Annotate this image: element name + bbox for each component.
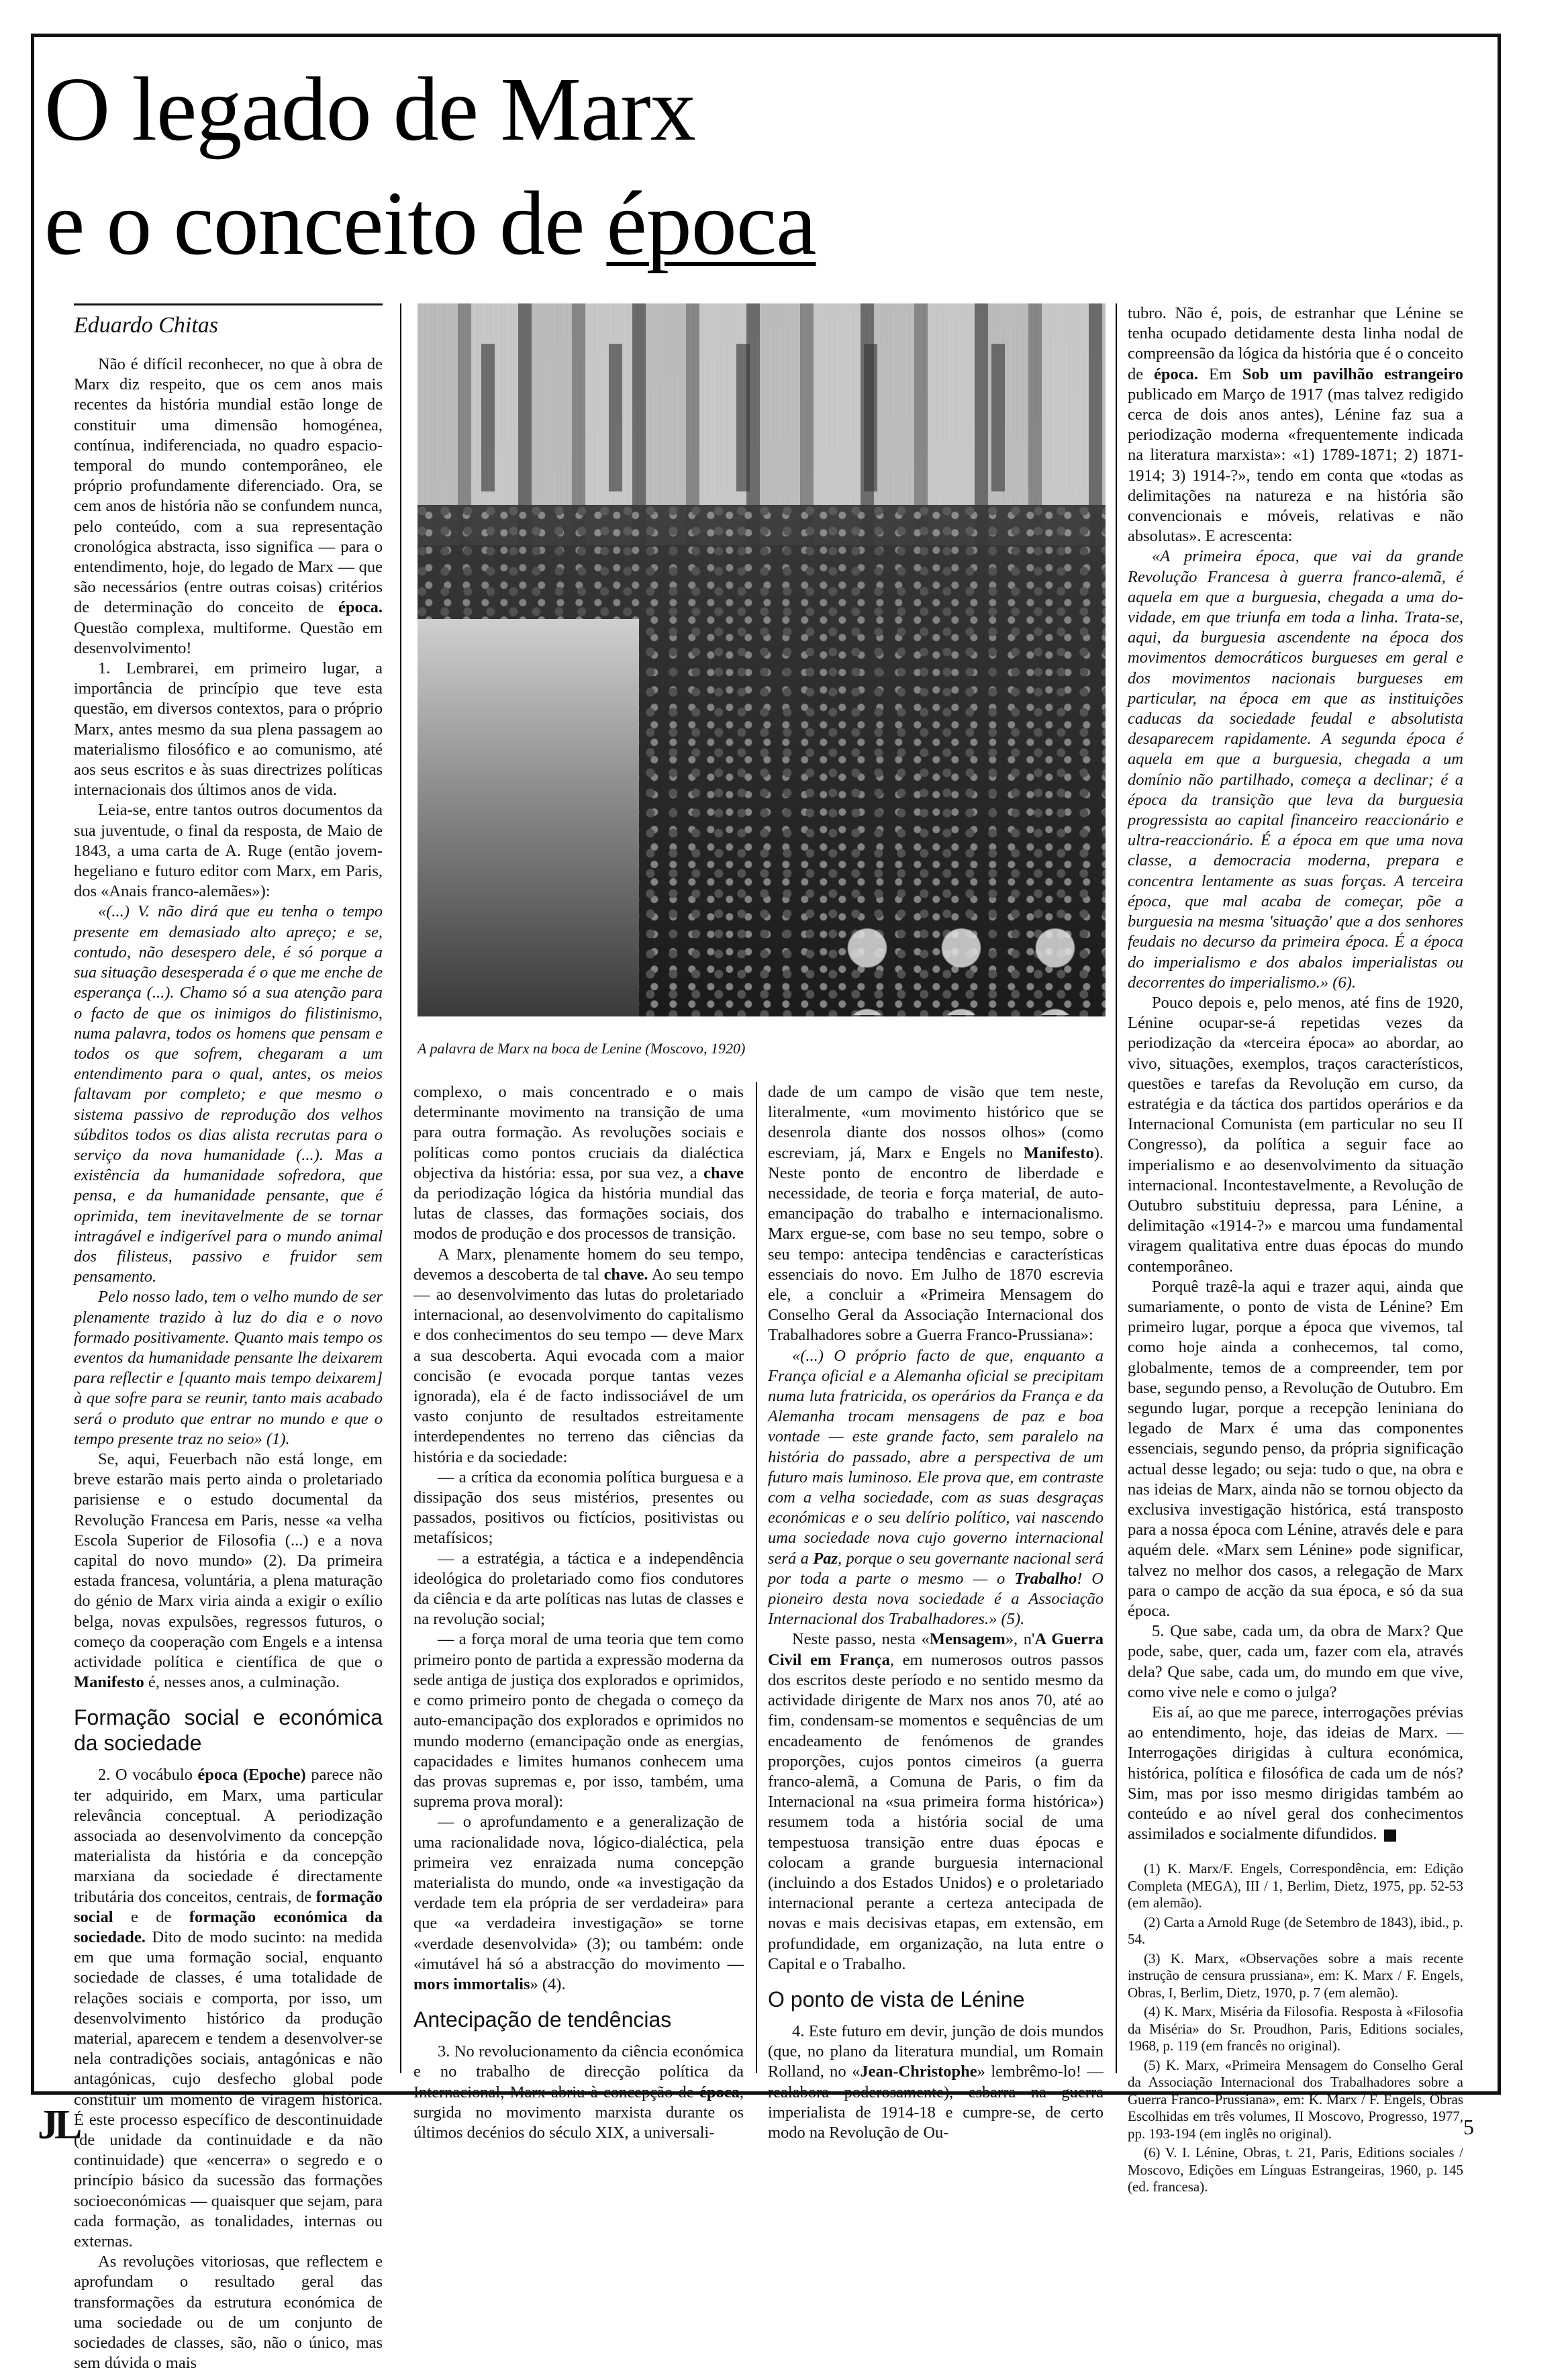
c1-p4: Se, aqui, Feuerbach não está longe, em breve estarão mais perto ainda o proletariado parisiense e o estudo documental da Revolução Francesa em Paris, nesse «a velha Escola Superior de Filosofia (...) e a nova capital do novo mundo» (2). Da primeira estada francesa, voluntária, a plena maturação do génio de Marx viria ainda a exigir o exílio belga, novas expulsões, regressos futuros, o começo da cooperação com Engels e a intensa actividade política e científica de que o bbox=[74, 1450, 383, 1671]
c2-p3-bold: época bbox=[699, 2083, 740, 2101]
c1-p5: parece não ter adquirido, em Marx, uma particular relevância conceptual. A periodização associada ao desenvolvimento da concepção materialista da história e da concepção marxiana da sociedade é directamente tributária dos conceitos, centrais, de bbox=[74, 1766, 383, 1906]
c4-p1-mid: Em bbox=[1198, 365, 1242, 383]
publication-logo: JL bbox=[38, 2102, 79, 2148]
c1-p5-start: 2. O vocábulo bbox=[98, 1766, 198, 1785]
c1-p5-bold2: formação social bbox=[74, 1887, 383, 1926]
column-4 bbox=[1128, 303, 1463, 2198]
c2-list-4-bold: mors immortalis bbox=[413, 1975, 530, 1993]
headline-line-1: O legado de Marx bbox=[44, 59, 695, 160]
photo-hats bbox=[820, 908, 1102, 1015]
c3-quote-mid: , porque o seu governante nacional será por toda a parte o mesmo — o bbox=[768, 1549, 1104, 1588]
c4-quote: «A primeira época, que vai da grande Revolução Francesa à guerra franco-alemã, é aquela em que a burguesia, chegada a uma do-vidade, em que triunfa em toda a linha. Trata-se, aqui, da burguesia ascendente na época dos movimentos democráticos burgueses em geral e dos movimentos nacionais burgueses em particular, na época em que as instituições caducas da sociedade feudal e absolutista desaparecem rapidamente. A segunda época é aquela em que a burguesia, chegada a um domínio não partilhado, começa a declinar; é a época da transição que leva da burguesia progressista ao capital financeiro reaccionário e ultra-reaccionário. É a época em que uma nova classe, a democracia moderna, prepara e concentra lentamente as suas forças. A terceira época, que mal acaba de começar, põe a burguesia na mesma 'situação' que a dos senhores feudais no decurso da primeira época. É a época do imperialismo e dos abalos imperialistas ou decorrentes do imperialismo.» (6). bbox=[1128, 547, 1463, 992]
c4-p1-bold: época. bbox=[1154, 365, 1199, 383]
c1-p1-end: Questão complexa, multiforme. Questão em desenvolvimento! bbox=[74, 618, 383, 657]
c2-list-2: — a estratégia, a táctica e a independência ideológica do proletariado como fios condutores da ciência e da arte políticas nas lutas de classes e na revolução social; bbox=[413, 1549, 744, 1629]
column-divider-1 bbox=[400, 303, 401, 2073]
c2-p2: A Marx, plenamente homem do seu tempo, devemos a descoberta de tal bbox=[413, 1245, 744, 1284]
c4-p1-bold2: Sob um pavilhão estrangeiro bbox=[1242, 365, 1463, 383]
c1-quote-1: «(...) V. não dirá que eu tenha o tempo presente em demasiado alto apreço; e se, contudo, não desespero dele, é só porque a sua situação desesperada é o que me enche de esperança (...). Chamo só a sua atenção para o facto de que os inimigos do filistinismo, numa palavra, todos os homens que pensam e todos os que sofrem, chegaram a um entendimento para o qual, antes, os meios faltavam por completo; e que mesmo o sistema passivo de reprodução dos velhos súbditos todos os dias alista recrutas para o serviço da nova humanidade (...). Mas a existência da humanidade sofredora, que pensa, e da humanidade pensante, que é oprimida, tem inevitavelmente de se tornar intragável e indigerível para o mundo animal dos filisteus, passivo e fruidor sem pensamento. bbox=[74, 902, 383, 1286]
c2-p1-end: da periodização lógica da história mundial das lutas de classes, das formações sociais, dos modos de produção e dos processos de transição. bbox=[413, 1184, 744, 1243]
c4-p2: Pouco depois e, pelo menos, até fins de 1920, Lénine ocupar-se-á repetidas vezes da periodização da «terceira época» ao abordar, ao vivo, situações, exemplos, traços característicos, questões e tarefas da Revolução em curso, da estratégia e da táctica dos partidos operários e da Internacional Comunista (em particular no seu II Congresso), da política a seguir face ao imperialismo e ao desenvolvimento da situação internacional. Incontestavelmente, a Revolução de Outubro substituiu depressa, para Lénine, a delimitação «1914-?» e marcou uma fundamental viragem qualitativa entre duas épocas do mundo contemporâneo. bbox=[1128, 993, 1463, 1276]
c1-subhead: Formação social e económica da sociedade bbox=[74, 1705, 383, 1756]
c1-quote-2: Pelo nosso lado, tem o velho mundo de ser plenamente trazido à luz do dia e o novo formado positivamente. Quanto mais tempo os eventos da humanidade pensante lhe deixarem para reflectir e [quanto mais tempo deixarem] à que sofre para se reunir, tanto mais acabado será o produto que entrar no mundo e que o tempo presente traz no seio» (1). bbox=[74, 1288, 383, 1448]
c3-p1-end: ). Neste ponto de encontro de liberdade e necessidade, de teoria e força material, de auto-emancipação do trabalho e internacionalismo. Marx ergue-se, com base no seu tempo, sobre o seu tempo: antecipa tendências e características essenciais do novo. Em Julho de 1870 escrevia ele, a concluir a «Primeira Mensagem do Conselho Geral da Associação Internacional dos Trabalhadores sobre a Guerra Franco-Prussiana»: bbox=[768, 1143, 1104, 1345]
photo-podium bbox=[418, 619, 639, 1016]
c3-p3-end: » lembrêmo-lo! — realabora poderosamente), esbarra na guerra imperialista de 1914-18 e cumpre-se, de certo modo na Revolução de Ou- bbox=[768, 2062, 1104, 2142]
c3-quote: «(...) O próprio facto de que, enquanto a França oficial e a Alemanha oficial se precipitam numa luta fratricida, os operários da França e da Alemanha trocam mensagens de paz e boa vontade — este grande facto, sem paralelo na história do passado, abre a perspectiva de um futuro mais luminoso. Ele prova que, em contraste com a velha sociedade, com as suas desgraças económicas e o seu delírio político, vai nascendo uma sociedade nova cujo governo internacional será a bbox=[768, 1346, 1104, 1568]
footnote-5: (5) K. Marx, «Primeira Mensagem do Conselho Geral da Associação Internacional dos Trabalhadores sobre a Guerra Franco-Prussiana», em: K. Marx / F. Engels, Obras Escolhidas em três volumes, II Moscovo, Progresso, 1977, pp. 193-194 (em inglês no original). bbox=[1128, 2056, 1463, 2142]
c4-p1-end: publicado em Março de 1917 (mas talvez redigido cerca de dois anos antes), Lénine faz sua a periodização moderna «frequentemente indicada na literatura marxista»: «1) 1789-1871; 2) 1871-1914; 3) 1914-?», tendo em conta que «todas as delimitações na natureza e na história são convencionais e móveis, relativas e não absolutas». E acrescenta: bbox=[1128, 385, 1463, 546]
c3-p3: 4. Este futuro em devir, junção de dois mundos (que, no plano da literatura mundial, um Romain Rolland, no « bbox=[768, 2022, 1104, 2081]
photo-lenine-moscow bbox=[418, 303, 1106, 1016]
c2-list-1: — a crítica da economia política burguesa e a dissipação dos seus mistérios, presentes ou passados, positivos ou fictícios, positivistas ou metafísicos; bbox=[413, 1468, 744, 1548]
c3-quote-bold2: Trabalho bbox=[1014, 1569, 1077, 1588]
c2-p1-bold: chave bbox=[703, 1164, 744, 1182]
column-divider-2 bbox=[756, 1082, 757, 2073]
column-2 bbox=[413, 1082, 744, 2143]
c3-quote-bold: Paz bbox=[813, 1549, 838, 1568]
c1-p4-bold: Manifesto bbox=[74, 1673, 144, 1692]
c2-p2-end: Ao seu tempo — ao desenvolvimento das lutas do proletariado internacional, ao desenvolvimento do capitalismo e dos conhecimentos do seu tempo — deve Marx a sua descoberta. Aqui evocada com a maior concisão (e evocada porque tantas vezes ignorada), ela é de facto indissociável de um vasto conjunto de resultados estreitamente interdependentes no terreno das ciências da história e da sociedade: bbox=[413, 1265, 744, 1466]
footnote-2: (2) Carta a Arnold Ruge (de Setembro de 1843), ibid., p. 54. bbox=[1128, 1913, 1463, 1948]
column-1 bbox=[74, 354, 383, 2374]
photo-caption: A palavra de Marx na boca de Lenine (Moscovo, 1920) bbox=[418, 1040, 746, 1057]
c1-p5-bold: época (Epoche) bbox=[197, 1766, 306, 1785]
c1-p1: Não é difícil reconhecer, no que à obra de Marx diz respeito, que os cem anos mais recentes da história mundial estão longe de constituir uma dimensão homogénea, contínua, indiferenciada, no quadro espacio-temporal do mundo contemporâneo, ele próprio profundamente diferenciado. Ora, se cem anos de história não se confundem nunca, pelo conteúdo, com a sua representação cronológica abstracta, isso significa — para o entendimento, hoje, do legado de Marx — que são necessários (entre outras coisas) critérios de determinação do conceito de bbox=[74, 355, 383, 617]
headline-line-2-start: e o conceito de bbox=[44, 173, 607, 274]
column-3 bbox=[768, 1082, 1104, 2143]
c2-list-4-end: » (4). bbox=[530, 1975, 566, 1993]
c4-p1: tubro. Não é, pois, de estranhar que Lénine se tenha ocupado detidamente desta linha nodal de compreensão da lógica da história que é o conceito de bbox=[1128, 304, 1463, 383]
c3-p2-bold: Mensagem bbox=[929, 1630, 1006, 1649]
c2-list-3: — a força moral de uma teoria que tem como primeiro ponto de partida a expressão moderna da sede antiga de justiça dos explorados e oprimidos, e como primeiro ponto de chegada o começo da auto-emancipação dos explorados e oprimidos no mundo moderno (emancipação onde as energias, capacidades e limites humanos conhecem uma das provas supremas e, por isso, também, uma suprema prova moral): bbox=[413, 1630, 744, 1811]
headline-underlined-word: época bbox=[606, 173, 816, 274]
c3-subhead: O ponto de vista de Lénine bbox=[768, 1987, 1025, 2011]
c1-p3: Leia-se, entre tantos outros documentos da sua juventude, o final da resposta, de Maio de 1843, a uma carta de A. Ruge (então jovem-hegeliano e futuro editor com Marx, em Paris, dos «Anais franco-alemães»): bbox=[74, 801, 383, 901]
author-byline: Eduardo Chitas bbox=[74, 313, 219, 338]
c3-quote-end: ! O pioneiro desta nova sociedade é a Associação Internacional dos Trabalhadores.» (5). bbox=[768, 1569, 1104, 1629]
c4-p3: Porquê trazê-la aqui e trazer aqui, ainda que sumariamente, o ponto de vista de Lénine? Em primeiro lugar, porque a época que vivemos, tal como hoje ainda a conhecemos, tal como, globalmente, temos de a compreender, tem por base, segundo penso, a Revolução de Outubro. Em segundo lugar, porque a recepção leniniana do legado de Marx é uma das componentes essenciais, segundo penso, da própria significação actual desse legado; ou seja: tudo o que, na obra e nas ideias de Marx, ainda não se tornou objecto da exclusiva investigação histórica, está transposto para a nossa época com Lénine, através dele e para aquém dele. «Marx sem Lénine» pode significar, talvez no melhor dos casos, a relegação de Marx para o campo de acção da sua época, e só da sua época. bbox=[1128, 1277, 1463, 1620]
c3-p2-end: , em numerosos outros passos dos escritos deste período e no sentido mesmo da actividade dirigente de Marx nos anos 70, até ao fim, condensam-se momentos e sequências de um encadeamento de fenómenos de grandes proporções, cujos pontos cimeiros (a guerra franco-alemã, a Comuna de Paris, o fim da Internacional na «sua primeira forma histórica») resumem toda a história social de uma tempestuosa transição entre duas épocas e colocam a grande burguesia internacional (incluindo a dos Estados Unidos) e o proletariado internacional perante a certeza antecipada de novas e mais decisivas etapas, em extensão, em profundidade, em organização, na luta entre o Capital e o Trabalho. bbox=[768, 1650, 1104, 1973]
c2-p3-end: , surgida no movimento marxista durante os últimos decénios do século XIX, a universali- bbox=[413, 2083, 744, 2142]
c1-p6: As revoluções vitoriosas, que reflectem e aprofundam o resultado geral das transformações da estrutura económica de uma sociedade ou de um conjunto de sociedades de classes, são, não o único, mas sem dúvida o mais bbox=[74, 2252, 383, 2373]
photo-windows bbox=[418, 344, 1106, 491]
author-rule bbox=[74, 303, 383, 305]
c3-p1-bold: Manifesto bbox=[1023, 1143, 1094, 1162]
footnote-4: (4) K. Marx, Miséria da Filosofia. Resposta à «Filosofia da Miséria» do Sr. Proudhon, Paris, Editions sociales, 1968, p. 119 (em francês no original). bbox=[1128, 2003, 1463, 2054]
c2-list-4: — o aprofundamento e a generalização de uma racionalidade nova, lógico-dialéctica, pela primeira vez enraizada numa concepção materialista do mundo, onde «a investigação da verdade tem ela própria de ser verdadeira» para que «a verdadeira investigação» se torne «verdade desenvolvida» (3); ou também: onde «imutável há só a abstracção do movimento — bbox=[413, 1813, 744, 1973]
footnote-6: (6) V. I. Lénine, Obras, t. 21, Paris, Editions sociales / Moscovo, Edições em Línguas Estrangeiras, 1960, p. 145 (ed. francesa). bbox=[1128, 2144, 1463, 2195]
article-headline bbox=[44, 52, 917, 281]
column-divider-3 bbox=[1116, 303, 1117, 2073]
c3-p2-mid: », n' bbox=[1005, 1630, 1035, 1649]
c4-p5: Eis aí, ao que me parece, interrogações prévias ao entendimento, hoje, das ideias de Marx. — Interrogações dirigidas à cultura económica, histórica, política e filosófica de cada um de nós? Sim, mas por isso mesmo dirigidas também ao conteúdo e ao nível geral dos conhecimentos assimilados e socialmente difundidos. bbox=[1128, 1703, 1463, 1844]
c3-p3-bold: Jean-Christophe bbox=[860, 2062, 977, 2081]
page-number: 5 bbox=[1463, 2115, 1474, 2139]
c1-p5-bold3: formação económica da sociedade. bbox=[74, 1907, 383, 1947]
footnote-3: (3) K. Marx, «Observações sobre a mais recente instrução de censura prussiana», em: K. Marx / F. Engels, Obras, I, Berlim, Dietz, 1970, p. 7 (em alemão). bbox=[1128, 1950, 1463, 2001]
c2-p2-bold: chave. bbox=[603, 1265, 648, 1284]
headline-line-2 bbox=[44, 167, 917, 281]
c1-p2: 1. Lembrarei, em primeiro lugar, a importância de princípio que teve esta questão, em diversos contextos, para o próprio Marx, antes mesmo da sua plena passagem ao materialismo filosófico e ao comunismo, até aos seus escritos e às suas directrizes políticas internacionais dos últimos anos de vida. bbox=[74, 659, 383, 800]
c3-p2-bold2: A Guerra Civil em França bbox=[768, 1630, 1104, 1669]
footnote-1: (1) K. Marx/F. Engels, Correspondência, em: Edição Completa (MEGA), III / 1, Berlim, Dietz, 1975, pp. 52-53 (em alemão). bbox=[1128, 1860, 1463, 1911]
c4-p4: 5. Que sabe, cada um, da obra de Marx? Que pode, sabe, quer, cada um, fazer com ela, através dela? Que sabe, cada um, do mundo em que vive, como vive nele e como o julga? bbox=[1128, 1622, 1463, 1701]
end-mark bbox=[1384, 1830, 1396, 1842]
c1-p4-end: é, nesses anos, a culminação. bbox=[144, 1673, 340, 1692]
c2-p3: 3. No revolucionamento da ciência económica e no trabalho de direcção política da Internacional, Marx abriu à concepção de bbox=[413, 2042, 744, 2101]
c1-p5-mid: e de bbox=[113, 1907, 189, 1926]
c1-p1-bold: época. bbox=[338, 598, 383, 617]
footnotes bbox=[1128, 1860, 1463, 2196]
c2-subhead: Antecipação de tendências bbox=[413, 2007, 672, 2032]
c3-p2-start: Neste passo, nesta « bbox=[792, 1630, 930, 1649]
c3-p1: dade de um campo de visão que tem neste, literalmente, «um movimento histórico que se desenrola diante dos nossos olhos» (como escreviam, já, Marx e Engels no bbox=[768, 1083, 1104, 1162]
c1-p5-end: Dito de modo sucinto: na medida em que uma formação social, enquanto sociedade de classes, é uma totalidade de relações sociais e comporta, por isso, um desenvolvimento histórico da produção material, aparecem e tendem a desenvolver-se nela contradições sociais, antagónicas e não antagónicas, cujo desfecho global pode constituir um momento de viragem histórica. É este processo específico de descontinuidade (de unidade da continuidade e da não continuidade) que «encerra» o segredo e o princípio básico da sucessão das formações socioeconómicas — quaisquer que sejam, para cada formação, as tonalidades, internas ou externas. bbox=[74, 1928, 383, 2251]
c2-p1: complexo, o mais concentrado e o mais determinante movimento na transição de uma para outra formação. As revoluções sociais e políticas como pontos cruciais da dialéctica objectiva da história: essa, por sua vez, a bbox=[413, 1083, 744, 1182]
